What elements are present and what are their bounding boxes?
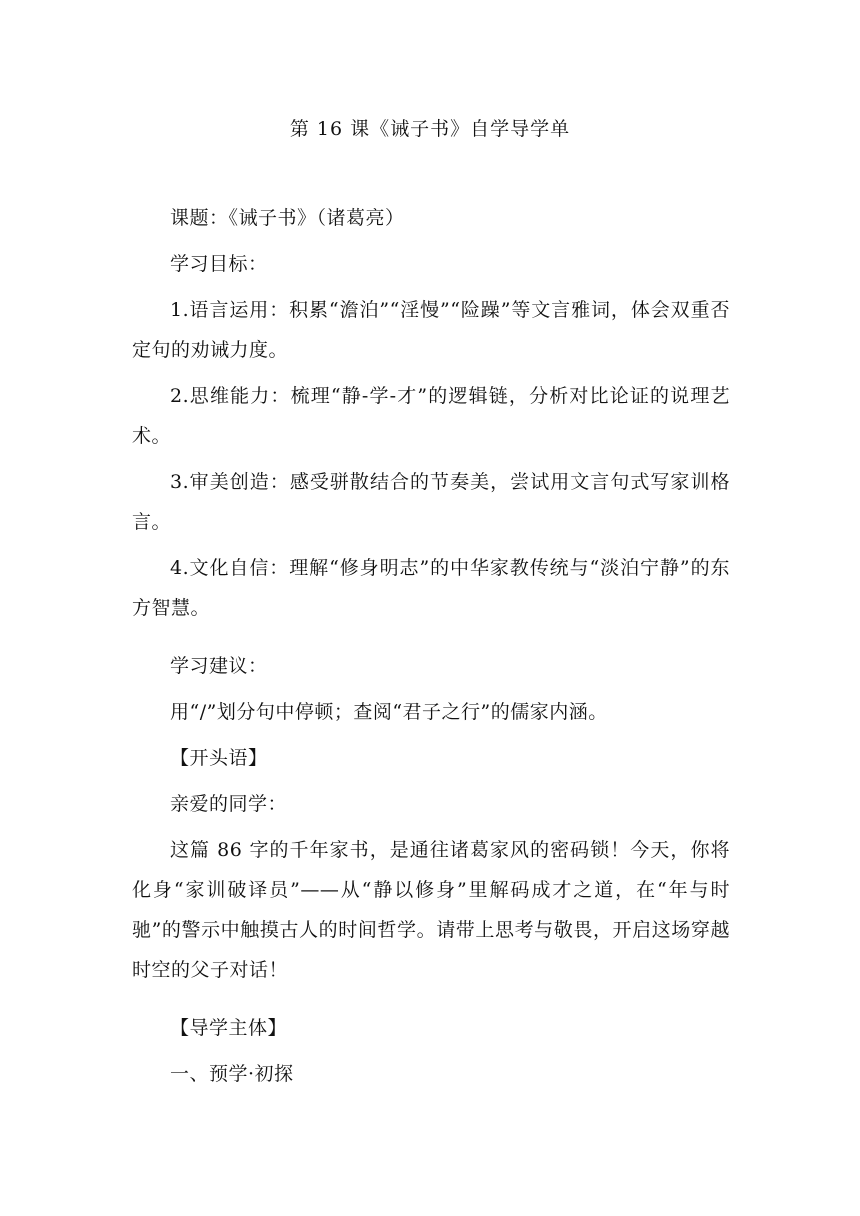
objective-item: 3.审美创造：感受骈散结合的节奏美，尝试用文言句式写家训格言。 [132,471,730,533]
objective-item: 4.文化自信：理解“修身明志”的中华家教传统与“淡泊宁静”的东方智慧。 [132,557,730,619]
document-title: 第 16 课《诫子书》自学导学单 [289,118,571,140]
suggestion-text: 用“/”划分句中停顿；查阅“君子之行”的儒家内涵。 [170,701,608,723]
suggestion-heading: 学习建议： [170,655,268,677]
main-heading: 【导学主体】 [170,1017,288,1039]
opening-heading: 【开头语】 [170,747,268,769]
objectives-heading: 学习目标： [170,253,268,275]
objective-item: 1.语言运用：积累“澹泊”“淫慢”“险躁”等文言雅词，体会双重否定句的劝诫力度。 [132,299,730,361]
section-heading: 一、预学·初探 [170,1063,294,1085]
opening-paragraph: 这篇 86 字的千年家书，是通往诸葛家风的密码锁！今天，你将化身“家训破译员”——从“静以修身”里解码成才之道，在“年与时驰”的警示中触摸古人的时间哲学。请带上思考与敬畏，开启这场穿越时空的父子对话！ [132,839,730,981]
lesson-topic: 课题：《诫子书》（诸葛亮） [170,207,405,229]
greeting: 亲爱的同学： [170,793,288,815]
objective-item: 2.思维能力：梳理“静-学-才”的逻辑链，分析对比论证的说理艺术。 [132,385,730,447]
